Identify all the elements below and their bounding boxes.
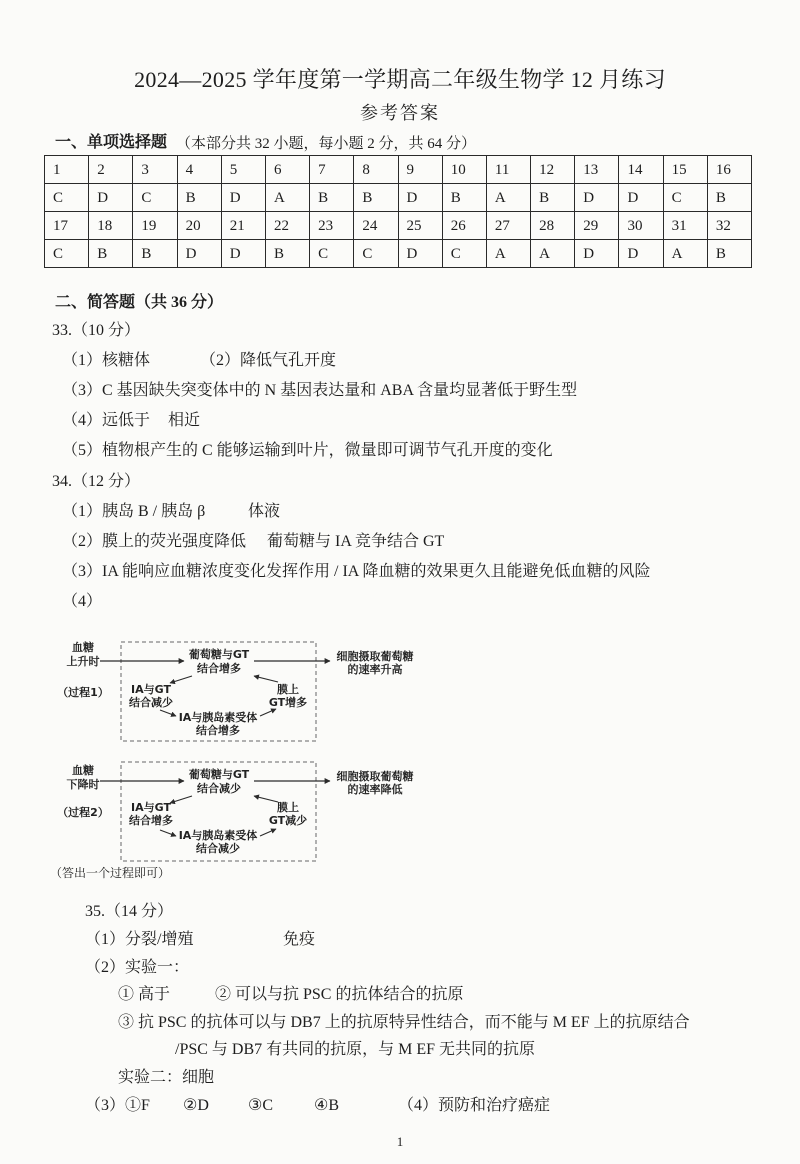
answer-row (45, 240, 752, 268)
q35-answer-3-item: ③C (248, 1097, 274, 1114)
question-number-cell: 23 (310, 212, 354, 240)
question-number-cell: 10 (442, 156, 486, 184)
ia-receptor-label: 结合增多 (196, 724, 240, 737)
membrane-gt-label: 膜上 (277, 683, 299, 696)
answer-cell: A (486, 184, 530, 212)
process-diagram-2 (50, 756, 420, 868)
q33-answer-3: （3）C 基因缺失突变体中的 N 基因表达量和 ABA 含量均显著低于野生型 (62, 382, 578, 399)
question-number-cell: 16 (707, 156, 751, 184)
answer-cell: A (663, 240, 707, 268)
question-number-cell: 30 (619, 212, 663, 240)
answer-cell: C (310, 240, 354, 268)
question-number-cell: 1 (45, 156, 89, 184)
question-number-cell: 12 (531, 156, 575, 184)
document-subtitle: 参考答案 (360, 103, 440, 123)
answer-cell: A (531, 240, 575, 268)
membrane-gt-label: GT减少 (268, 814, 308, 827)
answer-cell: C (45, 240, 89, 268)
answer-cell: C (45, 184, 89, 212)
ia-gt-label: IA与GT (131, 683, 171, 696)
answer-cell: D (619, 184, 663, 212)
section1-note: （本部分共 32 小题，每小题 2 分，共 64 分） (176, 136, 477, 152)
q35-answer-1: （1）分裂/增殖 (85, 931, 194, 948)
q35-exp2-answer: 实验二：细胞 (118, 1069, 215, 1086)
q35-answer-1-second: 免疫 (283, 931, 316, 948)
result-label: 的速率升高 (347, 663, 403, 676)
q34-answer-2: （2）膜上的荧光强度降低 (62, 533, 247, 550)
glucose-gt-label: 葡萄糖与GT (188, 648, 250, 661)
q33-heading: 33.（10 分） (52, 322, 141, 339)
question-number-cell: 24 (354, 212, 398, 240)
trigger-label: 下降时 (66, 778, 100, 791)
answer-cell: B (177, 184, 221, 212)
q35-exp1-answer-3: ③ 抗 PSC 的抗体可以与 DB7 上的抗原特异性结合，而不能与 M EF 上的抗原结合 (118, 1014, 690, 1031)
glucose-gt-label: 结合增多 (197, 662, 241, 675)
q34-answer-2-second: 葡萄糖与 IA 竞争结合 GT (267, 533, 445, 550)
process-label: （过程2） (57, 806, 109, 819)
question-number-row (45, 156, 752, 184)
ia-receptor-label: 结合减少 (196, 842, 240, 855)
answer-cell: B (531, 184, 575, 212)
question-number-cell: 13 (575, 156, 619, 184)
answer-cell: D (575, 184, 619, 212)
question-number-cell: 28 (531, 212, 575, 240)
answer-cell: D (398, 240, 442, 268)
ia-receptor-label: IA与胰岛素受体 (178, 711, 258, 724)
answer-table-body (45, 156, 752, 268)
ia-receptor-label: IA与胰岛素受体 (178, 829, 258, 842)
q35-answer-2-heading: （2）实验一： (85, 959, 190, 976)
question-number-row (45, 212, 752, 240)
ia-gt-label: 结合增多 (129, 814, 173, 827)
answer-table (44, 155, 752, 268)
question-number-cell: 21 (221, 212, 265, 240)
question-number-cell: 3 (133, 156, 177, 184)
membrane-gt-label: GT增多 (268, 696, 308, 709)
question-number-cell: 11 (486, 156, 530, 184)
question-number-cell: 15 (663, 156, 707, 184)
q34-answer-1-second: 体液 (248, 503, 281, 520)
question-number-cell: 26 (442, 212, 486, 240)
question-number-cell: 18 (89, 212, 133, 240)
answer-cell: D (221, 240, 265, 268)
question-number-cell: 29 (575, 212, 619, 240)
cycle-arrow (254, 676, 278, 682)
answer-cell: D (177, 240, 221, 268)
q33-answer-4-second: 相近 (168, 412, 201, 429)
question-number-cell: 4 (177, 156, 221, 184)
diagram-note: （答出一个过程即可） (50, 866, 171, 880)
answer-cell: C (133, 184, 177, 212)
answer-cell: D (575, 240, 619, 268)
answer-cell: B (89, 240, 133, 268)
ia-gt-label: 结合减少 (129, 696, 173, 709)
answer-cell: B (707, 240, 751, 268)
question-number-cell: 2 (89, 156, 133, 184)
question-number-cell: 17 (45, 212, 89, 240)
q35-heading: 35.（14 分） (85, 903, 174, 920)
question-number-cell: 19 (133, 212, 177, 240)
answer-cell: B (310, 184, 354, 212)
q33-answer-4: （4）远低于 (62, 412, 151, 429)
answer-cell: B (265, 240, 309, 268)
question-number-cell: 31 (663, 212, 707, 240)
q34-answer-4: （4） (62, 593, 103, 610)
trigger-label: 上升时 (66, 655, 100, 668)
question-number-cell: 9 (398, 156, 442, 184)
question-number-cell: 5 (221, 156, 265, 184)
glucose-gt-label: 葡萄糖与GT (188, 768, 250, 781)
q35-answer-3-item: ④B (314, 1097, 340, 1114)
q35-answer-3-item: （3）①F (85, 1097, 150, 1114)
question-number-cell: 6 (265, 156, 309, 184)
q35-exp1-answer-1: ① 高于 (118, 986, 171, 1003)
question-number-cell: 20 (177, 212, 221, 240)
q34-heading: 34.（12 分） (52, 473, 141, 490)
question-number-cell: 22 (265, 212, 309, 240)
result-label: 的速率降低 (347, 783, 403, 796)
question-number-cell: 32 (707, 212, 751, 240)
answer-cell: C (354, 240, 398, 268)
q35-answer-3-item: ②D (183, 1097, 209, 1114)
q33-answer-2: （2）降低气孔开度 (200, 352, 337, 369)
result-label: 细胞摄取葡萄糖 (336, 770, 414, 783)
answer-cell: D (398, 184, 442, 212)
question-number-cell: 27 (486, 212, 530, 240)
section2-heading: 二、简答题（共 36 分） (55, 294, 224, 311)
answer-cell: D (619, 240, 663, 268)
answer-cell: B (354, 184, 398, 212)
answer-cell: D (89, 184, 133, 212)
q34-answer-3: （3）IA 能响应血糖浓度变化发挥作用 / IA 降血糖的效果更久且能避免低血糖的风险 (62, 563, 651, 580)
answer-row (45, 184, 752, 212)
answer-cell: C (442, 240, 486, 268)
section1-heading: 一、单项选择题 (55, 134, 168, 151)
answer-cell: C (663, 184, 707, 212)
trigger-label: 血糖 (72, 764, 94, 777)
process-diagram-1 (50, 636, 420, 748)
membrane-gt-label: 膜上 (277, 801, 299, 814)
answer-cell: B (442, 184, 486, 212)
process-label: （过程1） (57, 686, 109, 699)
result-label: 细胞摄取葡萄糖 (336, 650, 414, 663)
q34-answer-1: （1）胰岛 B / 胰岛 β (62, 503, 206, 520)
question-number-cell: 25 (398, 212, 442, 240)
question-number-cell: 14 (619, 156, 663, 184)
answer-cell: B (133, 240, 177, 268)
answer-cell: A (265, 184, 309, 212)
q33-answer-1: （1）核糖体 (62, 352, 151, 369)
q35-exp1-answer-2: ② 可以与抗 PSC 的抗体结合的抗原 (215, 986, 464, 1003)
document-title: 2024—2025 学年度第一学期高二年级生物学 12 月练习 (134, 67, 666, 92)
cycle-arrow (170, 676, 192, 683)
question-number-cell: 7 (310, 156, 354, 184)
q33-answer-5: （5）植物根产生的 C 能够运输到叶片，微量即可调节气孔开度的变化 (62, 442, 553, 459)
answer-cell: B (707, 184, 751, 212)
question-number-cell: 8 (354, 156, 398, 184)
q35-exp1-answer-3-alt: /PSC 与 DB7 有共同的抗原，与 M EF 无共同的抗原 (175, 1041, 536, 1058)
answer-cell: A (486, 240, 530, 268)
answer-cell: D (221, 184, 265, 212)
q35-answer-4: （4）预防和治疗癌症 (398, 1097, 551, 1114)
glucose-gt-label: 结合减少 (197, 782, 241, 795)
page-number: 1 (396, 1134, 404, 1149)
ia-gt-label: IA与GT (131, 801, 171, 814)
trigger-label: 血糖 (72, 641, 94, 654)
